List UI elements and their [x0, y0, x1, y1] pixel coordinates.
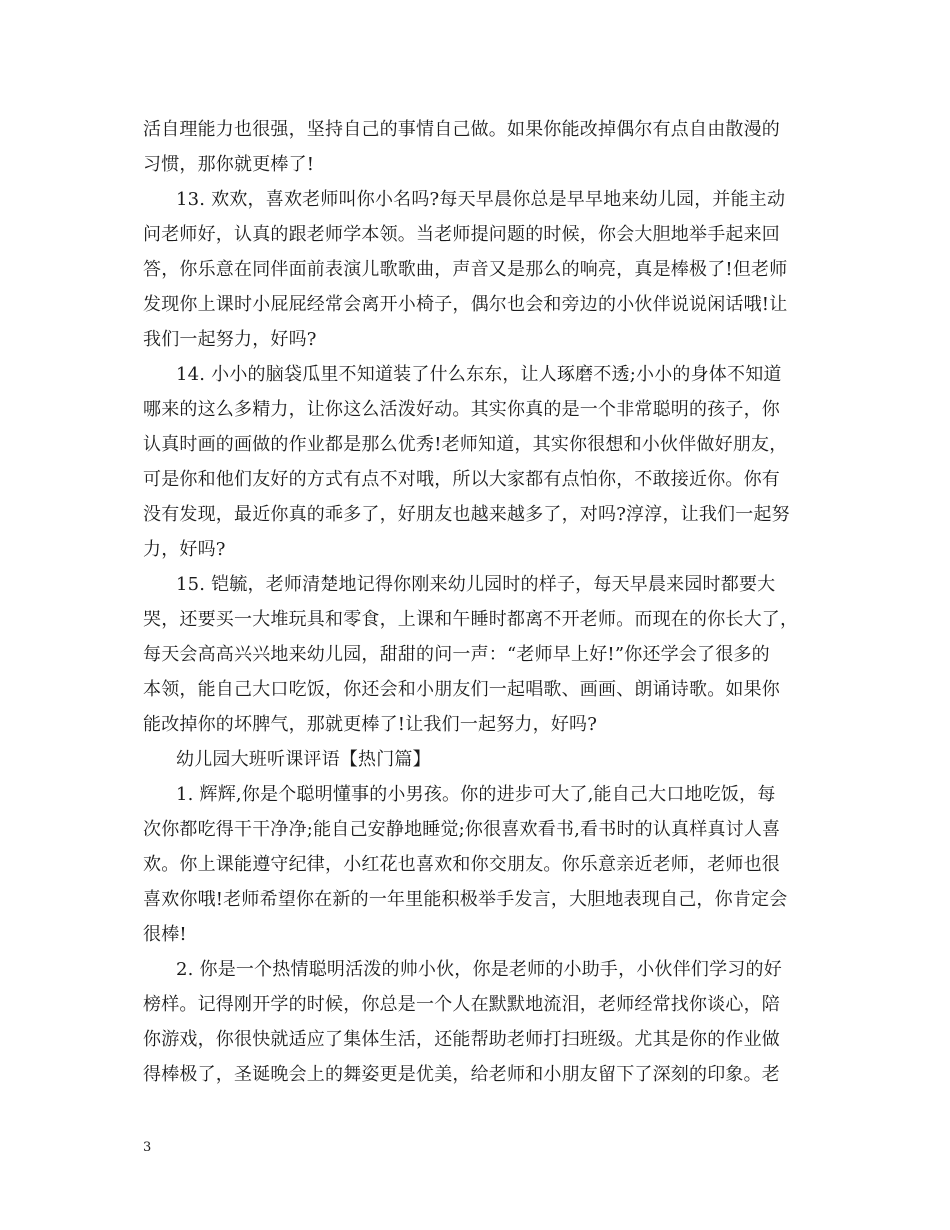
text-line: 哪来的这么多精力，让你这么活泼好动。其实你真的是一个非常聪明的孩子，你	[143, 399, 780, 420]
text-line: 榜样。记得刚开学的时候，你总是一个人在默默地流泪，老师经常找你谈心，陪	[143, 994, 780, 1015]
paragraph-14-start: 14. 小小的脑袋瓜里不知道装了什么东东，让人琢磨不透;小小的身体不知道	[176, 364, 782, 385]
text-line: 我们一起努力，好吗?	[143, 329, 317, 350]
text-line: 哭，还要买一大堆玩具和零食，上课和午睡时都离不开老师。而现在的你长大了，	[143, 609, 799, 630]
paragraph-2-start: 2. 你是一个热情聪明活泼的帅小伙，你是老师的小助手，小伙伴们学习的好	[176, 959, 782, 980]
page-number: 3	[143, 1140, 152, 1155]
text-line: 次你都吃得干干净净;能自己安静地睡觉;你很喜欢看书,看书时的认真样真讨人喜	[143, 819, 781, 840]
text-line: 能改掉你的坏脾气，那就更棒了!让我们一起努力，好吗?	[143, 714, 598, 735]
text-line: 你游戏，你很快就适应了集体生活，还能帮助老师打扫班级。尤其是你的作业做	[143, 1029, 780, 1050]
paragraph-13-start: 13. 欢欢，喜欢老师叫你小名吗?每天早晨你总是早早地来幼儿园，并能主动	[176, 189, 786, 210]
text-line: 很棒!	[143, 924, 187, 945]
text-line: 发现你上课时小屁屁经常会离开小椅子，偶尔也会和旁边的小伙伴说说闲话哦!让	[143, 294, 788, 315]
text-line: 问老师好，认真的跟老师学本领。当老师提问题的时候，你会大胆地举手起来回	[143, 224, 780, 245]
text-line: 力，好吗?	[143, 539, 226, 560]
text-line: 答，你乐意在同伴面前表演儿歌歌曲，声音又是那么的响亮，真是棒极了!但老师	[143, 259, 788, 280]
text-line: 本领，能自己大口吃饭，你还会和小朋友们一起唱歌、画画、朗诵诗歌。如果你	[143, 679, 780, 700]
text-line: 认真时画的画做的作业都是那么优秀!老师知道，其实你很想和小伙伴做好朋友，	[143, 434, 788, 455]
text-line: 喜欢你哦!老师希望你在新的一年里能积极举手发言，大胆地表现自己，你肯定会	[143, 889, 788, 910]
text-line: 可是你和他们友好的方式有点不对哦，所以大家都有点怕你，不敢接近你。你有	[143, 469, 780, 490]
paragraph-1-start: 1. 辉辉,你是个聪明懂事的小男孩。你的进步可大了,能自己大口地吃饭，每	[176, 784, 776, 805]
text-line: 每天会高高兴兴地来幼儿园，甜甜的问一声：“老师早上好!”你还学会了很多的	[143, 644, 770, 665]
text-line: 得棒极了，圣诞晚会上的舞姿更是优美，给老师和小朋友留下了深刻的印象。老	[143, 1064, 780, 1085]
section-heading: 幼儿园大班听课评语【热门篇】	[176, 749, 431, 770]
text-line: 欢。你上课能遵守纪律，小红花也喜欢和你交朋友。你乐意亲近老师，老师也很	[143, 854, 780, 875]
text-line: 习惯，那你就更棒了!	[143, 154, 315, 175]
text-line: 活自理能力也很强，坚持自己的事情自己做。如果你能改掉偶尔有点自由散漫的	[143, 119, 780, 140]
paragraph-15-start: 15. 铠毓，老师清楚地记得你刚来幼儿园时的样子，每天早晨来园时都要大	[176, 574, 776, 595]
text-line: 没有发现，最近你真的乖多了，好朋友也越来越多了，对吗?淳淳，让我们一起努	[143, 504, 790, 525]
